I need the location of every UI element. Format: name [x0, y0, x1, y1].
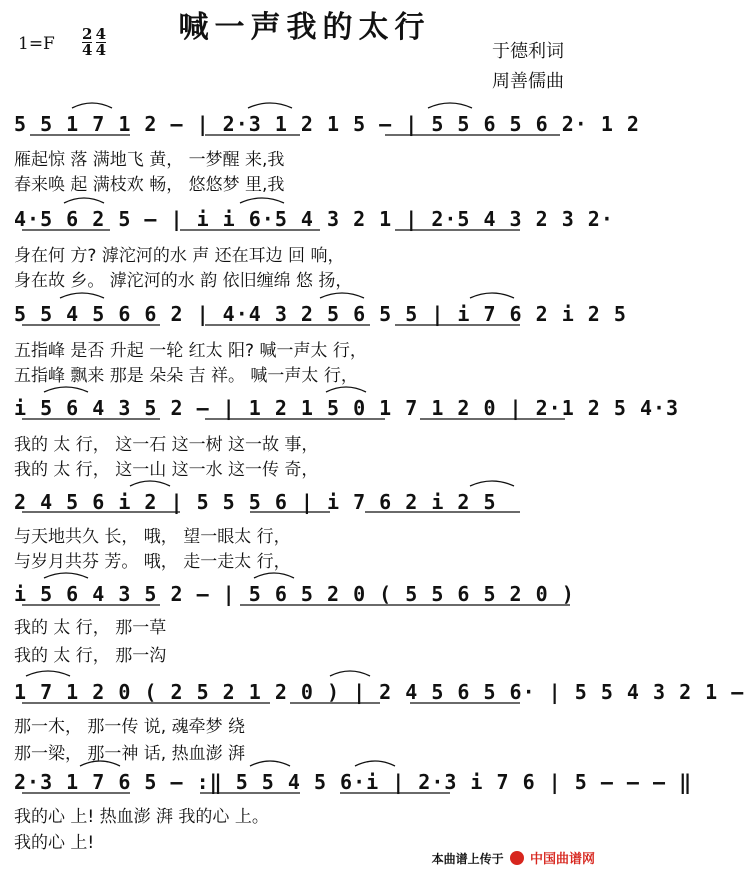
notation-line-2: 4·5 6 2 5 – | i i 6·5 4 3 2 1 | 2·5 4 3 2 3 2· [14, 207, 614, 231]
lyrics-line-3-verse-1: 五指峰 是否 升起 一轮 红太 阳? 喊一声太 行， [14, 341, 367, 361]
lyrics-line-6-verse-1: 我的 太 行， 那一草 [14, 618, 167, 638]
footer-text: 本曲谱上传于 [431, 852, 504, 866]
lyrics-line-1-verse-1: 雁起惊 落 满地飞 黄， 一梦醒 来,我 [14, 150, 285, 170]
site-logo-icon [510, 851, 524, 865]
notation-line-3: 5 5 4 5 6 6 2 | 4·4 3 2 5 6 5 5 | i 7 6 2 i 2 5 [14, 302, 627, 326]
time-sig-b-bot: 4 [82, 41, 93, 59]
notation-line-5: 2 4 5 6 i 2 | 5 5 5 6 | i 7 6 2 i 2 5 [14, 490, 497, 514]
notation-line-7: 1 7 1 2 0 ( 2 5 2 1 2 0 ) | 2 4 5 6 5 6· | 5 5 4 3 2 1 – [14, 680, 744, 704]
key-signature: 1=F [18, 34, 55, 54]
lyricist: 于德利词 [492, 41, 564, 62]
lyrics-line-4-verse-1: 我的 太 行， 这一石 这一树 这一故 事， [14, 435, 319, 455]
lyrics-line-4-verse-2: 我的 太 行， 这一山 这一水 这一传 奇， [14, 460, 319, 480]
lyrics-line-8-verse-1: 我的心 上! 热血澎 湃 我的心 上。 [14, 807, 269, 827]
lyrics-line-2-verse-1: 身在何 方? 滹沱河的水 声 还在耳边 回 响， [14, 246, 345, 266]
lyrics-line-7-verse-1: 那一木， 那一传 说, 魂牵梦 绕 [14, 717, 246, 737]
song-title: 喊一声我的太行 [178, 10, 431, 45]
footer-site[interactable]: 中国曲谱网 [529, 852, 595, 867]
lyrics-line-6-verse-2: 我的 太 行， 那一沟 [14, 646, 167, 666]
lyrics-line-8-verse-2: 我的心 上! [14, 833, 95, 853]
notation-line-1: 5 5 1 7 1 2 – | 2·3 1 2 1 5 – | 5 5 6 5 6 2· 1 2 [14, 112, 640, 136]
notation-line-8: 2·3 1 7 6 5 – :‖ 5 5 4 5 6·i | 2·3 i 7 6 | 5 – – – ‖ [14, 770, 693, 794]
lyrics-line-5-verse-1: 与天地共久 长， 哦， 望一眼太 行， [14, 527, 291, 547]
composer: 周善儒曲 [492, 71, 564, 92]
lyrics-line-2-verse-2: 身在故 乡。 滹沱河的水 韵 依旧缠绵 悠 扬， [14, 271, 353, 291]
slur-marks [26, 103, 514, 766]
lyrics-line-1-verse-2: 春来唤 起 满枝欢 畅， 悠悠梦 里,我 [14, 175, 285, 195]
notation-line-4: i 5 6 4 3 5 2 – | 1 2 1 5 0 1 7 1 2 0 | 2·1 2 5 4·3 [14, 396, 680, 420]
lyrics-line-7-verse-2: 那一梁， 那一神 话, 热血澎 湃 [14, 744, 246, 764]
lyrics-line-3-verse-2: 五指峰 飘来 那是 朵朵 吉 祥。 喊一声太 行， [14, 366, 358, 386]
time-sig-b-top: 2 [82, 25, 93, 43]
notation-line-6: i 5 6 4 3 5 2 – | 5 6 5 2 0 ( 5 5 6 5 2 0 ) [14, 582, 575, 606]
time-sig-a-top: 4 [95, 25, 107, 43]
duration-underlines [22, 135, 570, 793]
footer [432, 848, 595, 867]
time-sig-a-bot: 4 [95, 41, 107, 59]
lyrics-line-5-verse-2: 与岁月共芬 芳。 哦， 走一走太 行， [14, 552, 291, 572]
